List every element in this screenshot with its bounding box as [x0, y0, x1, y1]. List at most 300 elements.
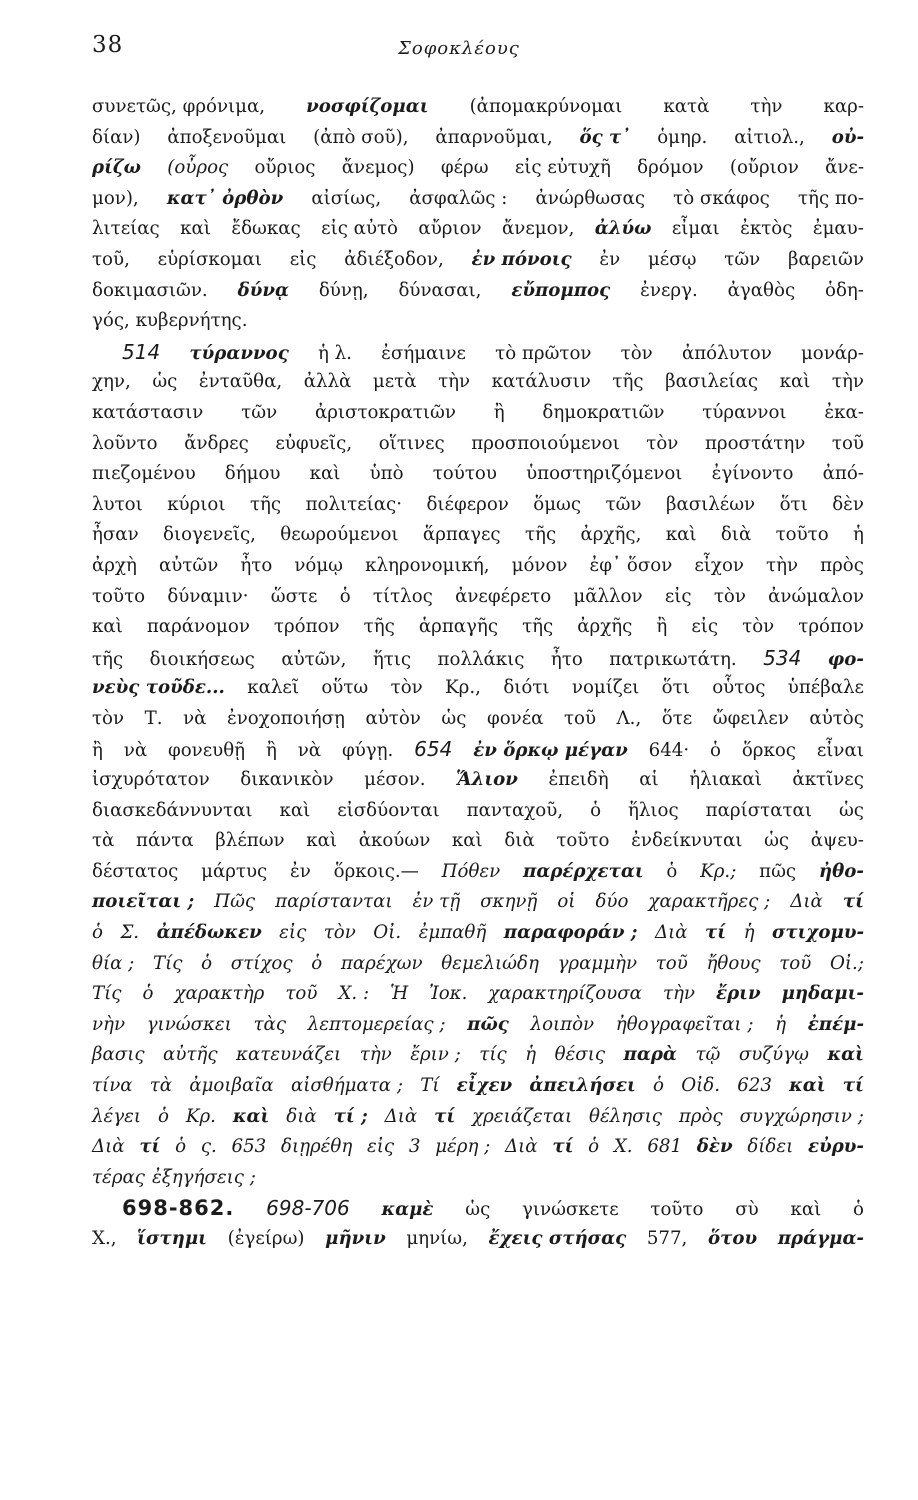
- word: εἰς: [289, 248, 317, 270]
- word: τοῦ: [831, 432, 864, 454]
- word: καμὲ: [381, 1199, 434, 1221]
- word: ἐκα-: [824, 401, 864, 423]
- word: ὁ: [666, 860, 678, 882]
- word: τὸν: [92, 707, 125, 729]
- word: ὅρκος: [741, 740, 796, 762]
- text-line: [92, 306, 864, 337]
- word: εἶχεν: [456, 1075, 513, 1096]
- word: ἦτο: [550, 648, 583, 670]
- word: οἵτινες: [378, 432, 445, 454]
- text-line: [92, 887, 864, 918]
- word: γινώσκει: [146, 1013, 232, 1035]
- word: παρίσταται: [705, 799, 812, 821]
- word: ἄνεμον,: [502, 218, 575, 240]
- word: καρ-: [823, 96, 864, 117]
- word: ἐνταῦθα,: [198, 371, 283, 393]
- word: ἢ: [656, 616, 668, 638]
- word: τίς: [479, 1044, 507, 1066]
- word: ἔριν ;: [410, 1044, 461, 1066]
- word: 623: [737, 1075, 772, 1096]
- text-line: [92, 184, 864, 215]
- word: βασις: [92, 1044, 145, 1066]
- word: 698-706: [266, 1196, 350, 1221]
- word: (οὔριον: [729, 157, 799, 179]
- word: ἀκούων: [358, 830, 431, 852]
- text-line: [92, 429, 864, 460]
- word: εὑρίσκομαι: [157, 248, 262, 270]
- text-line: [92, 1163, 864, 1194]
- word: Τίς: [92, 983, 122, 1005]
- word: τί: [434, 1105, 456, 1127]
- word: δύνασαι,: [398, 279, 482, 301]
- word: 514: [122, 339, 161, 364]
- word: ἠθο-: [818, 860, 864, 882]
- word: καὶ: [451, 830, 483, 852]
- word: κατ᾽ ὀρθὸν: [166, 187, 284, 209]
- text-line: [92, 612, 864, 643]
- word: τὴν: [359, 1044, 392, 1066]
- word: ἀλύω: [594, 218, 652, 240]
- word: λιτείας: [92, 218, 160, 240]
- word: ἔδωκας: [231, 218, 301, 240]
- word: ὡς: [764, 830, 790, 852]
- word: πῶς: [759, 860, 797, 882]
- word: Ἅλιον: [456, 769, 518, 791]
- word: ἀπό-: [822, 463, 864, 485]
- word: ἤθους: [706, 952, 761, 974]
- word: 681: [647, 1136, 683, 1158]
- text-line: [92, 245, 864, 276]
- word: Διὰ: [655, 922, 688, 944]
- word: καὶ: [309, 463, 341, 485]
- word: μᾶλλον: [573, 585, 643, 607]
- text-line: [92, 123, 864, 154]
- word: γινώσκετε: [522, 1199, 619, 1221]
- word: ἀπόλυτον: [681, 342, 772, 364]
- word: τῆς: [92, 648, 124, 670]
- word: ἰσχυρότατον: [92, 769, 210, 791]
- word: γραμμὴν: [557, 952, 637, 974]
- word: τὴν: [662, 983, 695, 1005]
- word: τὸν: [646, 432, 679, 454]
- word: Κρ.;: [700, 860, 737, 882]
- word: τοῦ: [563, 707, 597, 729]
- word: δίδει: [747, 1136, 794, 1158]
- word: διέφερον: [426, 493, 509, 515]
- word: νόμῳ: [294, 554, 344, 576]
- word: εἶναι: [816, 740, 864, 762]
- text-line: [92, 490, 864, 521]
- word: τῶν: [605, 493, 642, 515]
- word: 644·: [648, 740, 690, 762]
- word: λυτοι: [92, 493, 143, 515]
- word: πρὸς: [678, 1105, 723, 1127]
- word: Τ.: [144, 707, 163, 729]
- word: ὁ: [175, 1136, 187, 1158]
- word: ὡς: [465, 1199, 491, 1221]
- word: ὁ: [710, 740, 721, 762]
- word: κατὰ: [663, 96, 710, 117]
- word: 654: [414, 737, 453, 762]
- word: τῶν: [724, 248, 761, 270]
- word: ἐν ὅρκῳ μέγαν: [473, 740, 628, 762]
- word: προσποιούμενοι: [471, 432, 620, 454]
- page-header: [92, 28, 826, 68]
- word: Πόθεν: [441, 860, 501, 882]
- word: τῆς: [522, 616, 554, 638]
- word: ἀγαθὸς: [727, 279, 796, 301]
- word: τί: [705, 922, 727, 944]
- word: Χ.,: [92, 1227, 117, 1249]
- word: τῆς: [249, 493, 282, 515]
- word: δὲν: [832, 493, 864, 515]
- word: ἡ: [775, 1013, 787, 1035]
- word: φονέα: [486, 707, 544, 729]
- word: Λ.,: [616, 707, 642, 729]
- text-line: [92, 582, 864, 613]
- word: τί: [842, 891, 864, 913]
- word: αὐτὸν: [365, 707, 421, 729]
- word: πῶς: [467, 1013, 509, 1035]
- word: τὴν: [438, 371, 471, 393]
- word: ὁ: [142, 983, 154, 1005]
- word: ἀνώμαλον: [768, 585, 864, 607]
- word: χαρακτῆρες ;: [648, 891, 771, 913]
- word: θέσις: [554, 1044, 606, 1066]
- word: τρόπον: [798, 616, 864, 638]
- word: καὶ: [789, 1075, 826, 1096]
- word: ἀριστοκρατιῶν: [314, 401, 456, 423]
- word: μῆνιν: [325, 1227, 386, 1249]
- word: ἢ: [265, 740, 277, 762]
- word: τίνα: [92, 1075, 133, 1096]
- word: καὶ: [779, 371, 811, 393]
- word: μέσῳ: [647, 248, 697, 270]
- word: τὰ: [92, 830, 115, 852]
- word: αὐτῶν: [158, 554, 219, 576]
- word: διασκεδάννυνται: [92, 799, 253, 821]
- text-line: [92, 1132, 864, 1163]
- word: ὅμως: [533, 493, 582, 515]
- word: ὁ: [653, 1075, 664, 1096]
- word: ἐνδείκνυται: [631, 830, 743, 852]
- word: Διὰ: [790, 891, 823, 913]
- word: ἥτις: [372, 648, 412, 670]
- word: δύναμιν·: [167, 585, 249, 607]
- word: δήμου: [224, 463, 281, 485]
- word: ἐνοχοποιήσῃ: [226, 707, 345, 729]
- word: ἔριν: [716, 983, 761, 1005]
- body-text: [92, 92, 864, 1255]
- word: μον),: [92, 187, 139, 209]
- text-line: [92, 643, 864, 674]
- word: τύραννος: [189, 342, 289, 364]
- word: ὅς τ᾽: [579, 126, 631, 148]
- word: δρόμον: [637, 157, 704, 179]
- text-line: [92, 979, 864, 1010]
- word: καὶ: [232, 1105, 270, 1127]
- word: καὶ: [827, 1044, 864, 1066]
- word: ἐνεργ.: [640, 279, 698, 301]
- word: τοῦ: [655, 952, 688, 974]
- word: λεπτομερείας ;: [307, 1013, 446, 1035]
- word: εὔπομπος: [511, 279, 611, 301]
- word: δικανικὸν: [240, 769, 334, 791]
- word: εἶχον: [694, 554, 744, 576]
- word: Ἡ: [390, 983, 409, 1005]
- text-line: [92, 673, 864, 704]
- text-line: [92, 918, 864, 949]
- word: τὸν: [323, 922, 356, 944]
- word: στιχομυ-: [771, 922, 864, 944]
- word: κατάστασιν: [92, 401, 204, 423]
- word: λοῦντο: [92, 432, 158, 454]
- word: τῆς: [612, 371, 644, 393]
- word: ἀκτῖνες: [792, 769, 864, 791]
- word: αὐτῆς: [163, 1044, 218, 1066]
- word: ὑποστηριζόμενοι: [526, 463, 683, 485]
- word: Ἰοκ.: [429, 983, 468, 1005]
- word: παρέχων: [340, 952, 423, 974]
- word: ἁρπαγῆς: [418, 616, 499, 638]
- text-line: [92, 734, 864, 765]
- word: πιεζομένου: [92, 463, 196, 485]
- word: τῆς: [524, 524, 557, 546]
- word: δύο: [595, 891, 629, 913]
- word: πολλάκις: [437, 648, 525, 670]
- word: ὡς: [152, 371, 178, 393]
- word: τὸν: [742, 616, 775, 638]
- word: παραφοράν ;: [503, 922, 638, 944]
- word: ὁ: [590, 799, 602, 821]
- word: τί: [139, 1136, 161, 1158]
- word: ἐν: [290, 860, 311, 882]
- word: ἵστημι: [137, 1227, 207, 1249]
- word: συζύγῳ: [738, 1044, 809, 1066]
- text-line: [92, 520, 864, 551]
- word: δοκιμασιῶν.: [92, 279, 208, 301]
- word: ὁ: [158, 1105, 169, 1127]
- text-line: [92, 1071, 864, 1102]
- word: δὲν: [696, 1136, 733, 1158]
- word: ὁ: [588, 1136, 600, 1158]
- word: τί: [552, 1136, 574, 1158]
- word: ὁδη-: [825, 279, 864, 301]
- text-line: [92, 459, 864, 490]
- text-line: [92, 551, 864, 582]
- word: διὰ: [720, 524, 752, 546]
- word: τῆς: [363, 616, 395, 638]
- word: τὸν: [620, 342, 653, 364]
- word: αὐτῶν,: [281, 648, 347, 670]
- word: ὁμηρ.: [657, 126, 708, 148]
- word: ἅρπαγες: [422, 524, 501, 546]
- word: τῷ: [695, 1044, 721, 1066]
- word: ἦτο: [240, 554, 273, 576]
- word: Χ. :: [338, 983, 370, 1005]
- word: σὺ: [735, 1199, 759, 1221]
- word: (ἐγείρω): [227, 1227, 305, 1249]
- word: ἐκτὸς: [740, 218, 793, 240]
- word: καὶ: [306, 830, 338, 852]
- word: ἄνδρες: [184, 432, 249, 454]
- word: τὰς: [253, 1013, 287, 1035]
- word: δύνᾳ: [237, 279, 289, 301]
- word: Οἰ.;: [830, 952, 864, 974]
- word: κατάλυσιν: [491, 371, 591, 393]
- word: ἀρχὴ: [92, 554, 137, 576]
- word: ἀνώρθωσας: [535, 187, 646, 209]
- word: ἀποξενοῦμαι: [167, 126, 287, 148]
- word: μηνίω,: [406, 1227, 468, 1249]
- word: ἐν: [599, 248, 621, 270]
- text-line: [92, 1040, 864, 1071]
- word: ἐξηγήσεις ;: [151, 1166, 256, 1188]
- word: τὸ σκάφος: [673, 187, 770, 209]
- word: καὶ: [279, 799, 311, 821]
- word: εἰς εὐτυχῆ: [514, 157, 611, 179]
- text-line: [92, 796, 864, 827]
- word: μόνον: [511, 554, 568, 576]
- word: προστάτην: [704, 432, 806, 454]
- word: τίτλος: [372, 585, 433, 607]
- word: ἡ: [853, 524, 864, 546]
- word: παράνομον: [146, 616, 250, 638]
- word: ἀρχῆς: [577, 616, 633, 638]
- word: τὸν: [713, 585, 746, 607]
- word: χην,: [92, 371, 131, 393]
- word: τοῦ,: [92, 248, 130, 270]
- word: ἀμοιβαῖα: [189, 1075, 274, 1096]
- word: τούτου: [432, 463, 497, 485]
- word: βασιλείας: [665, 371, 759, 393]
- word: Τί: [420, 1075, 440, 1096]
- word: 3: [408, 1136, 421, 1158]
- word: δημοκρατιῶν: [542, 401, 665, 423]
- word: ἡ λ.: [317, 342, 352, 364]
- word: νὴν: [92, 1013, 126, 1035]
- word: ἡλιακαὶ: [689, 769, 762, 791]
- word: ἡ: [743, 922, 755, 944]
- word: ἦσαν: [92, 524, 139, 546]
- word: ὥστε: [270, 585, 318, 607]
- text-line: [92, 337, 864, 368]
- word: οὔριος: [254, 157, 316, 179]
- word: τῶν: [241, 401, 278, 423]
- word: Κρ.: [185, 1105, 216, 1127]
- word: κατευνάζει: [236, 1044, 342, 1066]
- word: εἰς: [279, 922, 307, 944]
- word: τοῦτο: [775, 524, 829, 546]
- word: ἀπέδωκεν: [156, 922, 262, 944]
- word: ἔχεις στήσας: [488, 1227, 627, 1249]
- text-line: [92, 153, 864, 184]
- text-line: [92, 276, 864, 307]
- word: πανταχοῦ,: [466, 799, 564, 821]
- word: πρὸς: [820, 554, 864, 576]
- word: θία ;: [92, 952, 135, 974]
- word: βασιλέων: [665, 493, 756, 515]
- word: 534: [763, 645, 802, 670]
- word: θέλησις: [589, 1105, 662, 1127]
- word: εἰς: [664, 585, 692, 607]
- word: ἀδιέξοδον,: [344, 248, 444, 270]
- word: Διὰ: [384, 1105, 418, 1127]
- word: Διὰ: [92, 1136, 125, 1158]
- word: νὰ: [123, 740, 148, 762]
- text-line: [92, 1193, 864, 1224]
- word: στίχος: [230, 952, 293, 974]
- text-line: [92, 704, 864, 735]
- word: σκηνῇ: [480, 891, 538, 913]
- word: ὡς: [441, 707, 467, 729]
- word: ἀλλὰ: [303, 371, 352, 393]
- word: εἰς: [691, 616, 719, 638]
- word: τρόπον: [273, 616, 340, 638]
- word: δέστατος: [92, 860, 179, 882]
- word: κληρονομική,: [365, 554, 490, 576]
- word: τὴν: [750, 96, 783, 117]
- word: λοιπὸν: [530, 1013, 595, 1035]
- word: αἰσίως,: [311, 187, 382, 209]
- word: τύραννοι: [702, 401, 787, 423]
- word: καὶ: [790, 1199, 822, 1221]
- word: νὰ: [297, 740, 322, 762]
- text-line: [92, 367, 864, 398]
- word: ὁ: [339, 585, 351, 607]
- word: ἢ: [92, 740, 103, 762]
- word: τοῦ: [285, 983, 318, 1005]
- word: χρειάζεται: [472, 1105, 573, 1127]
- word: ὅτε: [661, 707, 693, 729]
- word: τὰ: [149, 1075, 173, 1096]
- text-line: [92, 857, 864, 888]
- word: μετὰ: [372, 371, 417, 393]
- word: ἐμαυ-: [812, 218, 864, 240]
- word: διότι: [503, 677, 550, 699]
- word: πατρικωτάτη.: [609, 648, 737, 670]
- word: φύγῃ.: [341, 740, 394, 762]
- word: εἰς αὐτὸ: [321, 218, 399, 240]
- word: τί: [842, 1075, 864, 1096]
- word: ἡ: [525, 1044, 537, 1066]
- word: χαρακτὴρ: [174, 983, 265, 1005]
- word: ἀψευ-: [810, 830, 864, 852]
- word: βλέπων: [215, 830, 285, 852]
- running-title: Σοφοκλέους: [398, 38, 520, 59]
- word: αἱ: [639, 769, 659, 791]
- word: διὰ: [504, 830, 535, 852]
- word: ς.: [200, 1136, 217, 1158]
- word: οὕτω: [321, 677, 369, 699]
- text-line: [92, 1224, 864, 1255]
- word: ἀσφαλῶς :: [409, 187, 508, 209]
- word: αἰτιολ.,: [734, 126, 805, 148]
- page-number: 38: [92, 32, 124, 58]
- word: τοῦτο: [650, 1199, 704, 1221]
- word: συγχώρησιν ;: [739, 1105, 864, 1127]
- word: ἄνε-: [825, 157, 864, 179]
- word: 653: [231, 1136, 267, 1158]
- word: βαρειῶν: [788, 248, 864, 270]
- word: εὐρυ-: [808, 1136, 864, 1158]
- word: ὅρκοις.—: [333, 860, 419, 882]
- word: τοῦ: [779, 952, 812, 974]
- word: ὁ: [201, 952, 213, 974]
- word: 577,: [646, 1227, 688, 1249]
- word: φο-: [827, 648, 864, 670]
- word: θεμελιώδη: [441, 952, 539, 974]
